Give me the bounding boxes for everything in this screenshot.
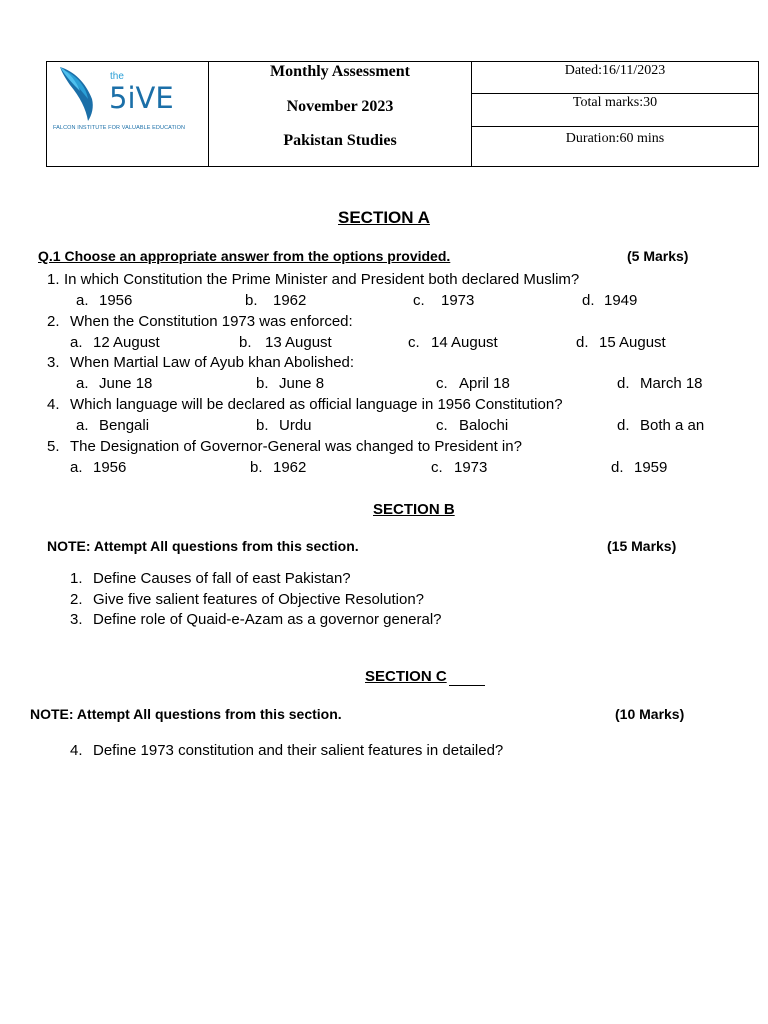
option-letter: d. (617, 417, 630, 434)
section-c-title: SECTION C (365, 668, 447, 685)
section-c-marks: (10 Marks) (615, 706, 685, 722)
option-letter: b. (256, 375, 269, 392)
section-b-title: SECTION B (373, 501, 455, 518)
header-divider (471, 126, 758, 127)
section-c-note: NOTE: Attempt All questions from this section. (30, 706, 342, 722)
option-letter: d. (611, 459, 624, 476)
question-text: Which language will be declared as official language in 1956 Constitution? (70, 396, 563, 413)
assessment-month: November 2023 (286, 98, 394, 115)
assessment-title: Monthly Assessment (269, 63, 410, 80)
option-letter: a. (76, 292, 89, 309)
title-underline (449, 685, 485, 686)
section-a-marks: (5 Marks) (627, 248, 689, 264)
question-text: Define role of Quaid-e-Azam as a governor general? (93, 611, 442, 628)
option-letter: d. (582, 292, 595, 309)
section-b-marks: (15 Marks) (607, 538, 677, 554)
option-text: 1973 (454, 459, 488, 476)
option-text: Both a an (640, 417, 705, 434)
question-text: Define 1973 constitution and their salient features in detailed? (93, 742, 504, 759)
question-text: Give five salient features of Objective Resolution? (93, 591, 425, 608)
question-text: In which Constitution the Prime Minister and President both declared Muslim? (64, 271, 580, 288)
option-text: 12 August (93, 334, 160, 351)
option-letter: a. (76, 417, 89, 434)
option-text: 1949 (604, 292, 638, 309)
option-text: 1962 (273, 292, 307, 309)
header-divider (471, 93, 758, 94)
option-letter: a. (76, 375, 89, 392)
option-letter: b. (245, 292, 258, 309)
falcon-wing-icon (52, 63, 112, 123)
question-number: 1. (47, 271, 60, 288)
total-marks-label: Total marks:30 (572, 95, 658, 110)
question-number: 1. (70, 570, 83, 587)
question-text: Define Causes of fall of east Pakistan? (93, 570, 351, 587)
question-number: 3. (70, 611, 83, 628)
option-text: Urdu (279, 417, 312, 434)
option-text: Balochi (459, 417, 509, 434)
assessment-subject: Pakistan Studies (283, 132, 397, 149)
option-letter: b. (239, 334, 252, 351)
option-letter: c. (436, 417, 448, 434)
section-a-title: SECTION A (338, 208, 430, 227)
option-text: 14 August (431, 334, 498, 351)
option-letter: b. (250, 459, 263, 476)
question-number: 2. (70, 591, 83, 608)
option-text: 1956 (93, 459, 127, 476)
logo-name: 5iVE (109, 81, 174, 115)
question-number: 4. (47, 396, 60, 413)
duration-label: Duration:60 mins (565, 131, 665, 146)
option-text: 1962 (273, 459, 307, 476)
question-number: 5. (47, 438, 60, 455)
option-text: June 18 (99, 375, 153, 392)
option-text: April 18 (459, 375, 510, 392)
option-text: 1959 (634, 459, 668, 476)
option-text: June 8 (279, 375, 325, 392)
option-letter: d. (617, 375, 630, 392)
option-letter: c. (408, 334, 420, 351)
institute-logo (52, 63, 222, 163)
option-text: 1956 (99, 292, 133, 309)
date-label: Dated:16/11/2023 (564, 63, 666, 78)
option-letter: c. (436, 375, 448, 392)
option-letter: c. (431, 459, 443, 476)
logo-tagline: FALCON INSTITUTE FOR VALUABLE EDUCATION (53, 125, 186, 131)
question-text: When Martial Law of Ayub khan Abolished: (70, 354, 355, 371)
option-text: Bengali (99, 417, 150, 434)
question-number: 4. (70, 742, 83, 759)
option-letter: c. (413, 292, 425, 309)
option-letter: d. (576, 334, 589, 351)
option-text: 1973 (441, 292, 475, 309)
option-letter: a. (70, 334, 83, 351)
logo-prefix: the (110, 71, 124, 82)
question-text: When the Constitution 1973 was enforced: (70, 313, 353, 330)
option-letter: b. (256, 417, 269, 434)
question-number: 3. (47, 354, 60, 371)
question-text: The Designation of Governor-General was changed to President in? (70, 438, 522, 455)
question-number: 2. (47, 313, 60, 330)
option-text: 13 August (265, 334, 332, 351)
option-text: 15 August (599, 334, 666, 351)
option-text: March 18 (640, 375, 703, 392)
section-b-note: NOTE: Attempt All questions from this section. (47, 538, 359, 554)
section-a-instruction: Q.1 Choose an appropriate answer from the options provided. (38, 248, 451, 264)
option-letter: a. (70, 459, 83, 476)
